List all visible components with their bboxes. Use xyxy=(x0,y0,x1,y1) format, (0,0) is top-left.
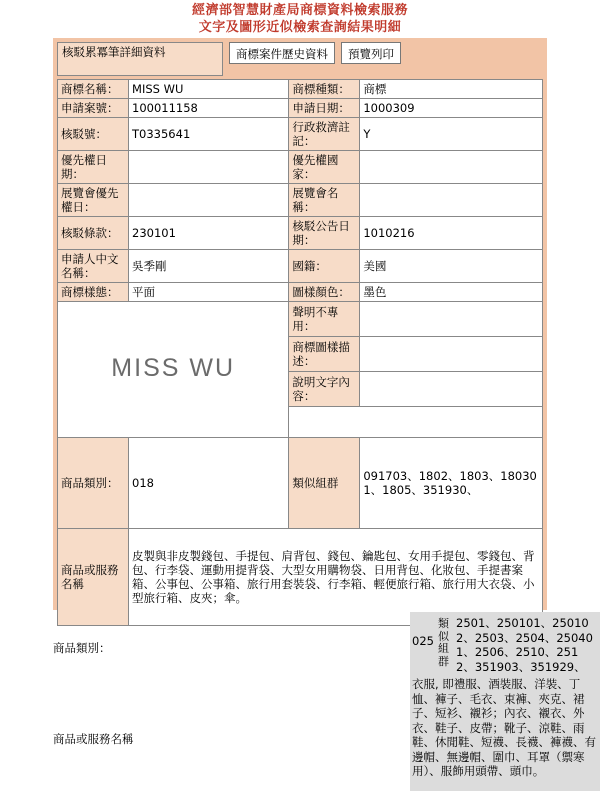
table-row xyxy=(58,80,543,99)
detail-table xyxy=(57,79,543,626)
table-row xyxy=(58,99,543,118)
field-label-trademark-type: 商標種類： xyxy=(289,80,360,99)
field-value-mark-description xyxy=(360,337,543,372)
detail-panel xyxy=(53,38,547,630)
field-value-rejection-clause: 230101 xyxy=(129,217,289,250)
table-row xyxy=(58,118,543,151)
field-label-exhibition-name: 展覽會名稱： xyxy=(289,184,360,217)
print-preview-button[interactable]: 預覽列印 xyxy=(341,42,401,64)
field-value-goods-class: 018 xyxy=(129,438,289,529)
second-similar-group-value: 2501、250101、250102、2503、2504、250401、2506、2510、2512、351903、351929、 xyxy=(456,616,593,674)
table-row xyxy=(58,438,543,529)
field-label-text-description: 說明文字內容： xyxy=(289,372,360,407)
field-label-disclaimer: 聲明不專用： xyxy=(289,302,360,337)
table-row xyxy=(58,283,543,302)
field-label-nationality: 國籍： xyxy=(289,250,360,283)
field-label-application-no: 申請案號： xyxy=(58,99,129,118)
field-value-trademark-name: MISS WU xyxy=(129,80,289,99)
field-label-rejection-clause: 核駁條款： xyxy=(58,217,129,250)
field-label-application-date: 申請日期： xyxy=(289,99,360,118)
table-row xyxy=(58,250,543,283)
second-class-row xyxy=(412,616,596,674)
field-label-priority-country: 優先權國家： xyxy=(289,151,360,184)
field-value-text-description xyxy=(360,372,543,407)
table-row xyxy=(58,217,543,250)
field-value-similar-group: 091703、1802、1803、180301、1805、351930、 xyxy=(360,438,543,529)
field-label-priority-date: 優先權日期： xyxy=(58,151,129,184)
trademark-image xyxy=(58,302,289,438)
field-value-disclaimer xyxy=(360,302,543,337)
field-value-application-date: 1000309 xyxy=(360,99,543,118)
field-value-goods-name: 皮製與非皮製錢包、手提包、肩背包、錢包、鑰匙包、女用手提包、零錢包、背包、行李袋、運動用提背袋、大型女用購物袋、日用背包、化妝包、手提書案箱、公事包、公事箱、旅行用套裝袋、行李箱、輕便旅行箱、旅行用大衣袋、小型旅行箱、皮夾；傘。 xyxy=(129,529,543,626)
field-label-goods-name: 商品或服務名稱 xyxy=(58,529,129,626)
field-label-mark-color: 圖樣顏色： xyxy=(289,283,360,302)
second-class-panel xyxy=(410,612,600,783)
field-value-applicant-name: 吳季剛 xyxy=(129,250,289,283)
table-row xyxy=(58,151,543,184)
field-label-goods-class: 商品類別： xyxy=(58,438,129,529)
field-label-trademark-name: 商標名稱： xyxy=(58,80,129,99)
field-value-rejection-publish-date: 1010216 xyxy=(360,217,543,250)
field-value-trademark-type: 商標 xyxy=(360,80,543,99)
field-value-trademark-form: 平面 xyxy=(129,283,289,302)
field-value-exhibition-priority-date xyxy=(129,184,289,217)
field-label-rejection-no: 核駁號： xyxy=(58,118,129,151)
field-value-admin-remedy: Y xyxy=(360,118,543,151)
field-value-priority-country xyxy=(360,151,543,184)
field-label-rejection-publish-date: 核駁公告日期： xyxy=(289,217,360,250)
field-label-admin-remedy: 行政救濟註記： xyxy=(289,118,360,151)
table-row xyxy=(58,529,543,626)
field-label-applicant-name: 申請人中文名稱： xyxy=(58,250,129,283)
trademark-history-button[interactable]: 商標案件歷史資料 xyxy=(229,42,335,64)
page-title-line2: 文字及圖形近似檢索查詢結果明細 xyxy=(198,20,402,35)
field-value-rejection-no: T0335641 xyxy=(129,118,289,151)
second-goods-label: 商品或服務名稱 xyxy=(53,732,134,746)
field-value-extra-blank xyxy=(289,407,543,438)
field-label-exhibition-priority-date: 展覽會優先權日： xyxy=(58,184,129,217)
field-value-mark-color: 墨色 xyxy=(360,283,543,302)
field-label-similar-group: 類似組群 xyxy=(289,438,360,529)
table-row xyxy=(58,302,543,337)
table-row xyxy=(58,184,543,217)
second-class-label: 商品類別： xyxy=(53,641,111,655)
detail-toolbar xyxy=(53,38,547,79)
second-goods-value: 衣服, 即禮服、酒裝服、洋裝、丁恤、褲子、毛衣、束褲、夾克、裙子、短衫、襯衫；內衣、襯衣、外衣、鞋子、皮帶；靴子、涼鞋、雨鞋、休閒鞋、短襪、長襪、褲襪、有邊帽、無邊帽、圍巾、耳罩（禦寒用）、服飾用頭帶、頭巾。 xyxy=(412,677,596,778)
field-label-trademark-form: 商標樣態： xyxy=(58,283,129,302)
field-value-exhibition-name xyxy=(360,184,543,217)
page-title xyxy=(0,0,600,36)
field-label-mark-description: 商標圖樣描述： xyxy=(289,337,360,372)
second-similar-group-label: 類似組群 xyxy=(438,617,449,668)
field-value-nationality: 美國 xyxy=(360,250,543,283)
field-value-priority-date xyxy=(129,151,289,184)
field-value-application-no: 100011158 xyxy=(129,99,289,118)
page-title-line1: 經濟部智慧財產局商標資料檢索服務 xyxy=(191,3,408,18)
second-class-value: 025 xyxy=(412,634,434,648)
detail-panel-title: 核駁累冪筆詳細資料 xyxy=(57,42,223,76)
trademark-image-text: MISS WU xyxy=(111,353,236,382)
